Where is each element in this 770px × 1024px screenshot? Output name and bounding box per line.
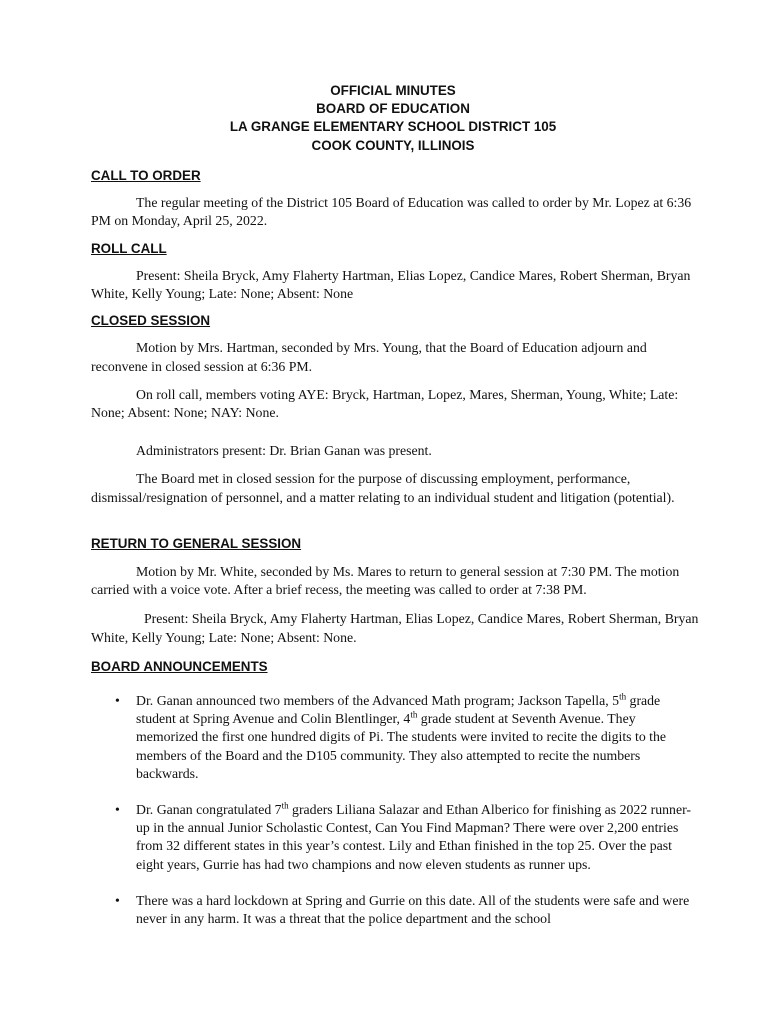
- paragraph: Present: Sheila Bryck, Amy Flaherty Hartman, Elias Lopez, Candice Mares, Robert Sherman, Bryan White, Kelly Young; Late: None; Absent: None.: [91, 611, 699, 645]
- section-heading: CALL TO ORDER: [91, 168, 201, 183]
- superscript: th: [281, 800, 289, 811]
- list-item-text: [136, 802, 691, 872]
- header-title: OFFICIAL MINUTES: [330, 83, 456, 98]
- text-segment: graders Liliana Salazar and Ethan Alberico for finishing as 2022 runner-up in the annual Junior Scholastic Contest, Can You Find Mapman? There were over 2,200 entries from 32 different states in this year’s contest. Lily and Ethan finished in the top 25. Over the past eight years, Gurrie has had two champions and now eleven students as runner ups.: [136, 802, 691, 872]
- section-heading: CLOSED SESSION: [91, 313, 211, 329]
- list-item: [91, 801, 701, 874]
- list-item: [91, 892, 701, 928]
- document-header: [0, 82, 770, 155]
- header-county: COOK COUNTY, ILLINOIS: [311, 137, 475, 153]
- section-heading: ROLL CALL: [91, 240, 167, 256]
- list-item-text: [136, 693, 666, 781]
- paragraph: On roll call, members voting AYE: Bryck, Hartman, Lopez, Mares, Sherman, Young, White; Late: None; Absent: None; NAY: None.: [91, 386, 679, 421]
- paragraph: Motion by Mrs. Hartman, seconded by Mrs. Young, that the Board of Education adjourn and reconvene in closed session at 6:36 PM.: [91, 340, 647, 374]
- text-segment: grade student at Spring Avenue and Colin Blentlinger, 4: [136, 693, 661, 727]
- section-closed-session: [91, 312, 701, 507]
- paragraph: Present: Sheila Bryck, Amy Flaherty Hartman, Elias Lopez, Candice Mares, Robert Sherman, Bryan White, Kelly Young; Late: None; Absent: None: [91, 267, 691, 302]
- superscript: th: [410, 709, 418, 720]
- announcement-list: [91, 692, 701, 928]
- list-item: [91, 692, 701, 783]
- paragraph: The regular meeting of the District 105 Board of Education was called to order by Mr. Lopez at 6:36 PM on Monday, April 25, 2022.: [91, 195, 692, 229]
- section-return-to-general-session: [91, 535, 701, 647]
- section-roll-call: [91, 240, 701, 304]
- bullet-icon: •: [115, 892, 120, 908]
- header-board: BOARD OF EDUCATION: [316, 101, 470, 117]
- paragraph: Administrators present: Dr. Brian Ganan was present.: [136, 443, 432, 459]
- paragraph: Motion by Mr. White, seconded by Ms. Mares to return to general session at 7:30 PM. The motion carried with a voice vote. After a brief recess, the meeting was called to order at 7:38 PM.: [91, 564, 680, 598]
- document-body: [91, 167, 701, 928]
- bullet-icon: •: [115, 693, 120, 709]
- list-item-text: There was a hard lockdown at Spring and Gurrie on this date. All of the students were safe and were never in any harm. It was a threat that the police department and the school: [136, 892, 690, 927]
- bullet-icon: •: [115, 802, 120, 818]
- section-heading: BOARD ANNOUNCEMENTS: [91, 658, 268, 674]
- superscript: th: [619, 691, 627, 702]
- section-heading: RETURN TO GENERAL SESSION: [91, 535, 302, 551]
- text-segment: grade student at Seventh Avenue. They memorized the first one hundred digits of Pi. The students were invited to recite the digits to the members of the Board and the D105 community. They also attempted to recite the numbers backwards.: [136, 711, 667, 781]
- header-district: LA GRANGE ELEMENTARY SCHOOL DISTRICT 105: [229, 119, 557, 135]
- section-board-announcements: [91, 658, 701, 928]
- text-segment: Dr. Ganan congratulated 7: [136, 802, 282, 818]
- section-call-to-order: [91, 167, 701, 231]
- text-segment: Dr. Ganan announced two members of the Advanced Math program; Jackson Tapella, 5: [136, 693, 620, 709]
- paragraph: The Board met in closed session for the purpose of discussing employment, performance, dismissal/resignation of personnel, and a matter relating to an individual student and litigation (potential).: [91, 471, 675, 505]
